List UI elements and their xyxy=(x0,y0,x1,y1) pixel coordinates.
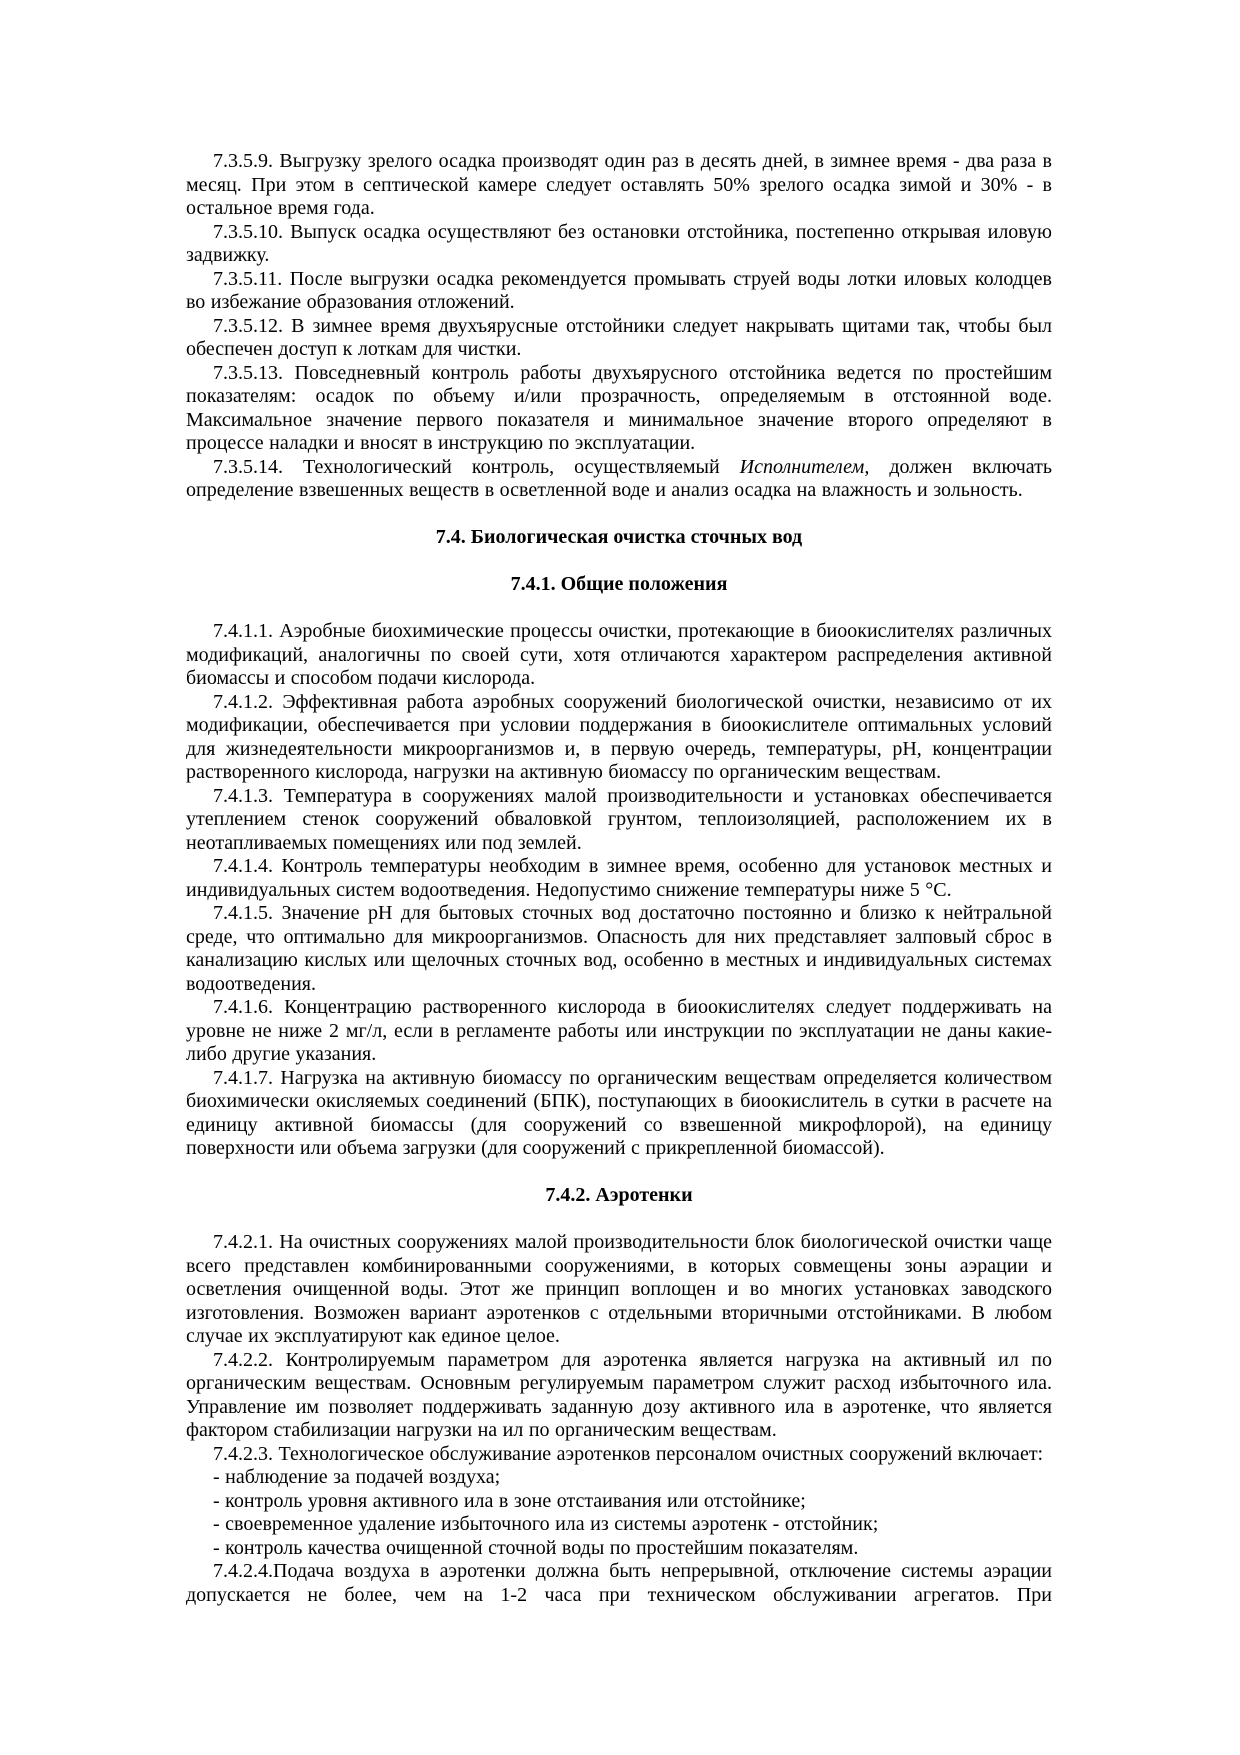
document-paragraph: 7.4.1.6. Концентрацию растворенного кислорода в биоокислителях следует поддерживать на уровне не ниже 2 мг/л, если в регламенте работы или инструкции по эксплуатации не даны какие-либо другие указания. xyxy=(186,996,1052,1065)
document-paragraph: 7.3.5.12. В зимнее время двухъярусные отстойники следует накрывать щитами так, чтобы был обеспечен доступ к лоткам для чистки. xyxy=(186,314,1052,360)
document-paragraph: 7.3.5.13. Повседневный контроль работы двухъярусного отстойника ведется по простейшим показателям: осадок по объему и/или прозрачность, определяемым в отстоянной воде. Максимальное значение первого показателя и минимальное значение второго определяют в процессе наладки и вносят в инструкцию по эксплуатации. xyxy=(186,361,1052,454)
document-paragraph: 7.4.2.2. Контролируемым параметром для аэротенка является нагрузка на активный ил по органическим веществам. Основным регулируемым параметром служит расход избыточного ила. Управление им позволяет поддерживать заданную дозу активного ила в аэротенке, что является фактором стабилизации нагрузки на ил по органическим веществам. xyxy=(186,1348,1052,1441)
section-heading: 7.4.1. Общие положения xyxy=(510,573,728,595)
document-paragraph: 7.4.1.2. Эффективная работа аэробных сооружений биологической очистки, независимо от их модификации, обеспечивается при условии поддержания в биоокислителе оптимальных условий для жизнедеятельности микроорганизмов и, в первую очередь, температуры, pH, концентрации растворенного кислорода, нагрузки на активную биомассу по органическим веществам. xyxy=(186,690,1052,783)
document-paragraph: 7.4.1.5. Значение pH для бытовых сточных вод достаточно постоянно и близко к нейтральной среде, что оптимально для микроорганизмов. Опасность для них представляет залповый сброс в канализацию кислых или щелочных сточных вод, особенно в местных и индивидуальных системах водоотведения. xyxy=(186,902,1052,995)
document-paragraph: 7.4.1.4. Контроль температуры необходим в зимнее время, особенно для установок местных и индивидуальных систем водоотведения. Недопустимо снижение температуры ниже 5 °С. xyxy=(186,855,1052,901)
document-content xyxy=(186,150,1052,1607)
document-paragraph: - своевременное удаление избыточного ила из системы аэротенк - отстойник; xyxy=(213,1513,879,1535)
document-paragraph: 7.3.5.10. Выпуск осадка осуществляют без остановки отстойника, постепенно открывая иловую задвижку. xyxy=(186,220,1052,266)
document-paragraph: 7.4.1.3. Температура в сооружениях малой производительности и установках обеспечивается утеплением стенок сооружений обваловкой грунтом, теплоизоляцией, расположением их в неотапливаемых помещениях или под землей. xyxy=(186,784,1052,854)
document-paragraph: - контроль качества очищенной сточной воды по простейшим показателям. xyxy=(213,1536,859,1559)
document-paragraph: - контроль уровня активного ила в зоне отстаивания или отстойнике; xyxy=(213,1489,806,1512)
document-paragraph xyxy=(186,456,1052,503)
document-paragraph: 7.4.1.7. Нагрузка на активную биомассу по органическим веществам определяется количеством биохимически окисляемых соединений (БПК), поступающих в биоокислитель в сутки в расчете на единицу активной биомассы (для сооружений со взвешенной микрофлорой), на единицу поверхности или объема загрузки (для сооружений с прикрепленной биомассой). xyxy=(186,1066,1052,1159)
text-segment: 7.3.5.14. Технологический контроль, осуществляемый xyxy=(213,455,740,478)
text-segment: должен включать определение взвешенных веществ в осветленной воде и анализ осадка на влажность и зольность. xyxy=(186,455,1052,501)
document-paragraph: 7.3.5.9. Выгрузку зрелого осадка производят один раз в десять дней, в зимнее время - два раза в месяц. При этом в септической камере следует оставлять 50% зрелого осадка зимой и 30% - в остальное время года. xyxy=(186,150,1052,219)
document-paragraph: 7.3.5.11. После выгрузки осадка рекомендуется промывать струей воды лотки иловых колодцев во избежание образования отложений. xyxy=(186,267,1052,313)
document-paragraph: 7.4.2.4.Подача воздуха в аэротенки должна быть непрерывной, отключение системы аэрации допускается не более, чем на 1-2 часа при техническом обслуживании агрегатов. При xyxy=(186,1560,1052,1606)
section-heading: 7.4.2. Аэротенки xyxy=(545,1184,693,1206)
document-paragraph: 7.4.1.1. Аэробные биохимические процессы очистки, протекающие в биоокислителях различных модификаций, аналогичны по своей сути, хотя отличаются характером распределения активной биомассы и способом подачи кислорода. xyxy=(186,620,1052,689)
document-paragraph: 7.4.2.1. На очистных сооружениях малой производительности блок биологической очистки чаще всего представлен комбинированными сооружениями, в которых совмещены зоны аэрации и осветления очищенной воды. Этот же принцип воплощен и во многих установках заводского изготовления. Возможен вариант аэротенков с отдельными вторичными отстойниками. В любом случае их эксплуатируют как единое целое. xyxy=(186,1231,1052,1347)
document-paragraph: 7.4.2.3. Технологическое обслуживание аэротенков персоналом очистных сооружений включает: xyxy=(213,1442,1044,1465)
section-heading: 7.4. Биологическая очистка сточных вод xyxy=(435,526,803,548)
italic-term: Исполнителем, xyxy=(739,455,870,478)
document-paragraph: - наблюдение за подачей воздуха; xyxy=(213,1466,501,1488)
